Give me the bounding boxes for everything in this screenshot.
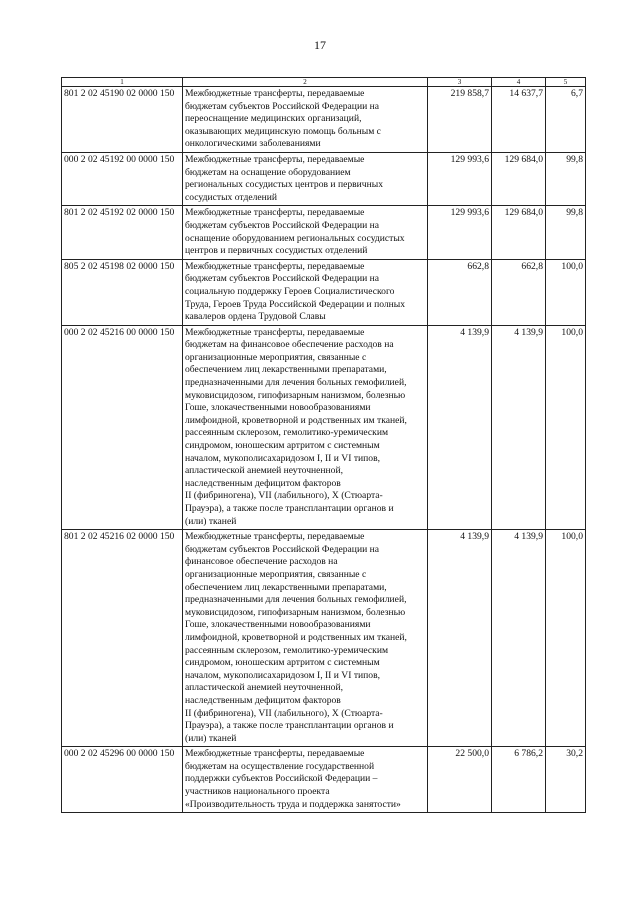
description-line: бюджетам на финансовое обеспечение расходов на	[185, 339, 394, 351]
description-line: апластической анемией неуточненной,	[185, 465, 344, 477]
percent-cell: 30,2	[546, 747, 586, 813]
description-line: Межбюджетные трансферты, передаваемые	[185, 153, 365, 165]
table-row	[62, 259, 586, 325]
description-line: переоснащение медицинских организаций,	[185, 113, 362, 125]
description-line: обеспечением лиц лекарственными препаратами,	[185, 581, 387, 593]
description-line: началом, мукополисахаридозом I, II и VI типов,	[185, 669, 381, 681]
description-line: региональных сосудистых центров и первичных	[185, 179, 384, 191]
description-cell	[183, 325, 428, 530]
budget-code-cell: 805 2 02 45198 02 0000 150	[62, 259, 183, 325]
description-line: финансовое обеспечение расходов на	[185, 556, 338, 568]
description-line: сосудистых отделений	[185, 191, 278, 203]
plan-amount-cell: 22 500,0	[428, 747, 492, 813]
description-line: Гоше, злокачественными новообразованиями	[185, 619, 371, 631]
percent-cell: 99,8	[546, 152, 586, 205]
description-line: Межбюджетные трансферты, передаваемые	[185, 531, 365, 543]
percent-cell: 100,0	[546, 325, 586, 530]
description-line: муковисцидозом, гипофизарным нанизмом, болезнью	[185, 606, 406, 618]
description-line: участников национального проекта	[185, 786, 330, 798]
percent-cell: 6,7	[546, 87, 586, 153]
description-line: (или) тканей	[185, 732, 237, 744]
table-row	[62, 325, 586, 530]
column-header: 5	[546, 78, 586, 87]
description-line: оснащение оборудованием региональных сосудистых	[185, 232, 405, 244]
table-row	[62, 530, 586, 747]
page-number: 17	[314, 38, 326, 52]
description-line: «Производительность труда и поддержка занятости»	[185, 798, 401, 810]
description-line: Прауэра), а также после трансплантации органов и	[185, 503, 394, 514]
description-line: онкологическими заболеваниями	[185, 138, 321, 150]
description-line: рассеянным склерозом, гемолитико-уремическим	[185, 427, 389, 439]
description-cell	[183, 259, 428, 325]
description-line: наследственным дефицитом факторов	[185, 477, 341, 489]
actual-amount-cell: 4 139,9	[492, 325, 546, 530]
description-line: социальную поддержку Героев Социалистического	[185, 285, 395, 297]
percent-cell: 100,0	[546, 530, 586, 747]
description-line: бюджетам субъектов Российской Федерации на	[185, 543, 380, 555]
plan-amount-cell: 4 139,9	[428, 325, 492, 530]
description-line: апластической анемией неуточненной,	[185, 682, 344, 694]
description-line: бюджетам субъектов Российской Федерации на	[185, 100, 380, 112]
description-line: бюджетам на осуществление государственной	[185, 760, 375, 772]
description-line: бюджетам на оснащение оборудованием	[185, 166, 351, 178]
column-header: 1	[62, 78, 183, 87]
description-cell	[183, 747, 428, 813]
description-line: поддержки субъектов Российской Федерации –	[185, 773, 378, 785]
budget-code-cell: 000 2 02 45192 00 0000 150	[62, 152, 183, 205]
description-line: организационные мероприятия, связанные с	[185, 351, 367, 363]
description-line: Межбюджетные трансферты, передаваемые	[185, 326, 365, 338]
table-body	[62, 87, 586, 813]
description-line: синдромом, юношеским артритом с системным	[185, 440, 380, 452]
description-line: Прауэра), а также после трансплантации органов и	[185, 720, 394, 732]
table-row	[62, 747, 586, 813]
description-line: лимфоидной, кроветворной и родственных им тканей,	[185, 414, 407, 426]
description-line: организационные мероприятия, связанные с	[185, 568, 367, 580]
budget-code-cell: 801 2 02 45192 02 0000 150	[62, 206, 183, 259]
budget-code-cell: 801 2 02 45190 02 0000 150	[62, 87, 183, 153]
actual-amount-cell: 129 684,0	[492, 152, 546, 205]
actual-amount-cell: 6 786,2	[492, 747, 546, 813]
description-cell	[183, 530, 428, 747]
description-line: Межбюджетные трансферты, передаваемые	[185, 748, 365, 760]
description-line: центров и первичных сосудистых отделений	[185, 245, 368, 257]
actual-amount-cell: 129 684,0	[492, 206, 546, 259]
description-line: II (фибриногена), VII (лабильного), X (Стюарта-	[185, 707, 383, 719]
description-line: Гоше, злокачественными новообразованиями	[185, 402, 371, 414]
budget-code-cell: 000 2 02 45296 00 0000 150	[62, 747, 183, 813]
description-line: бюджетам субъектов Российской Федерации на	[185, 273, 380, 285]
description-line: Труда, Героев Труда Российской Федерации и полных	[185, 298, 406, 310]
percent-cell: 99,8	[546, 206, 586, 259]
description-line: обеспечением лиц лекарственными препаратами,	[185, 364, 387, 376]
description-line: предназначенными для лечения больных гемофилией,	[185, 594, 407, 606]
description-line: кавалеров ордена Трудовой Славы	[185, 311, 326, 323]
plan-amount-cell: 129 993,6	[428, 152, 492, 205]
description-line: наследственным дефицитом факторов	[185, 694, 341, 706]
description-line: началом, мукополисахаридозом I, II и VI типов,	[185, 452, 381, 464]
description-line: II (фибриногена), VII (лабильного), X (Стюарта-	[185, 490, 383, 502]
budget-table	[61, 77, 586, 813]
description-line: предназначенными для лечения больных гемофилией,	[185, 377, 407, 389]
description-cell	[183, 152, 428, 205]
actual-amount-cell: 4 139,9	[492, 530, 546, 747]
table-header	[62, 78, 586, 87]
plan-amount-cell: 219 858,7	[428, 87, 492, 153]
description-line: рассеянным склерозом, гемолитико-уремическим	[185, 644, 389, 656]
plan-amount-cell: 662,8	[428, 259, 492, 325]
actual-amount-cell: 14 637,7	[492, 87, 546, 153]
description-line: (или) тканей	[185, 515, 237, 527]
description-line: бюджетам субъектов Российской Федерации на	[185, 219, 380, 231]
description-line: оказывающих медицинскую помощь больным с	[185, 125, 381, 137]
column-header: 2	[183, 78, 428, 87]
description-line: синдромом, юношеским артритом с системным	[185, 657, 380, 669]
budget-code-cell: 000 2 02 45216 00 0000 150	[62, 325, 183, 530]
description-line: лимфоидной, кроветворной и родственных им тканей,	[185, 631, 407, 643]
description-line: Межбюджетные трансферты, передаваемые	[185, 207, 365, 219]
table-row	[62, 206, 586, 259]
description-cell	[183, 206, 428, 259]
description-line: Межбюджетные трансферты, передаваемые	[185, 88, 365, 99]
column-header: 4	[492, 78, 546, 87]
actual-amount-cell: 662,8	[492, 259, 546, 325]
column-header: 3	[428, 78, 492, 87]
plan-amount-cell: 4 139,9	[428, 530, 492, 747]
description-cell	[183, 87, 428, 153]
description-line: муковисцидозом, гипофизарным нанизмом, болезнью	[185, 389, 406, 401]
plan-amount-cell: 129 993,6	[428, 206, 492, 259]
description-line: Межбюджетные трансферты, передаваемые	[185, 260, 365, 272]
budget-code-cell: 801 2 02 45216 02 0000 150	[62, 530, 183, 747]
percent-cell: 100,0	[546, 259, 586, 325]
table-row	[62, 152, 586, 205]
table-row	[62, 87, 586, 153]
